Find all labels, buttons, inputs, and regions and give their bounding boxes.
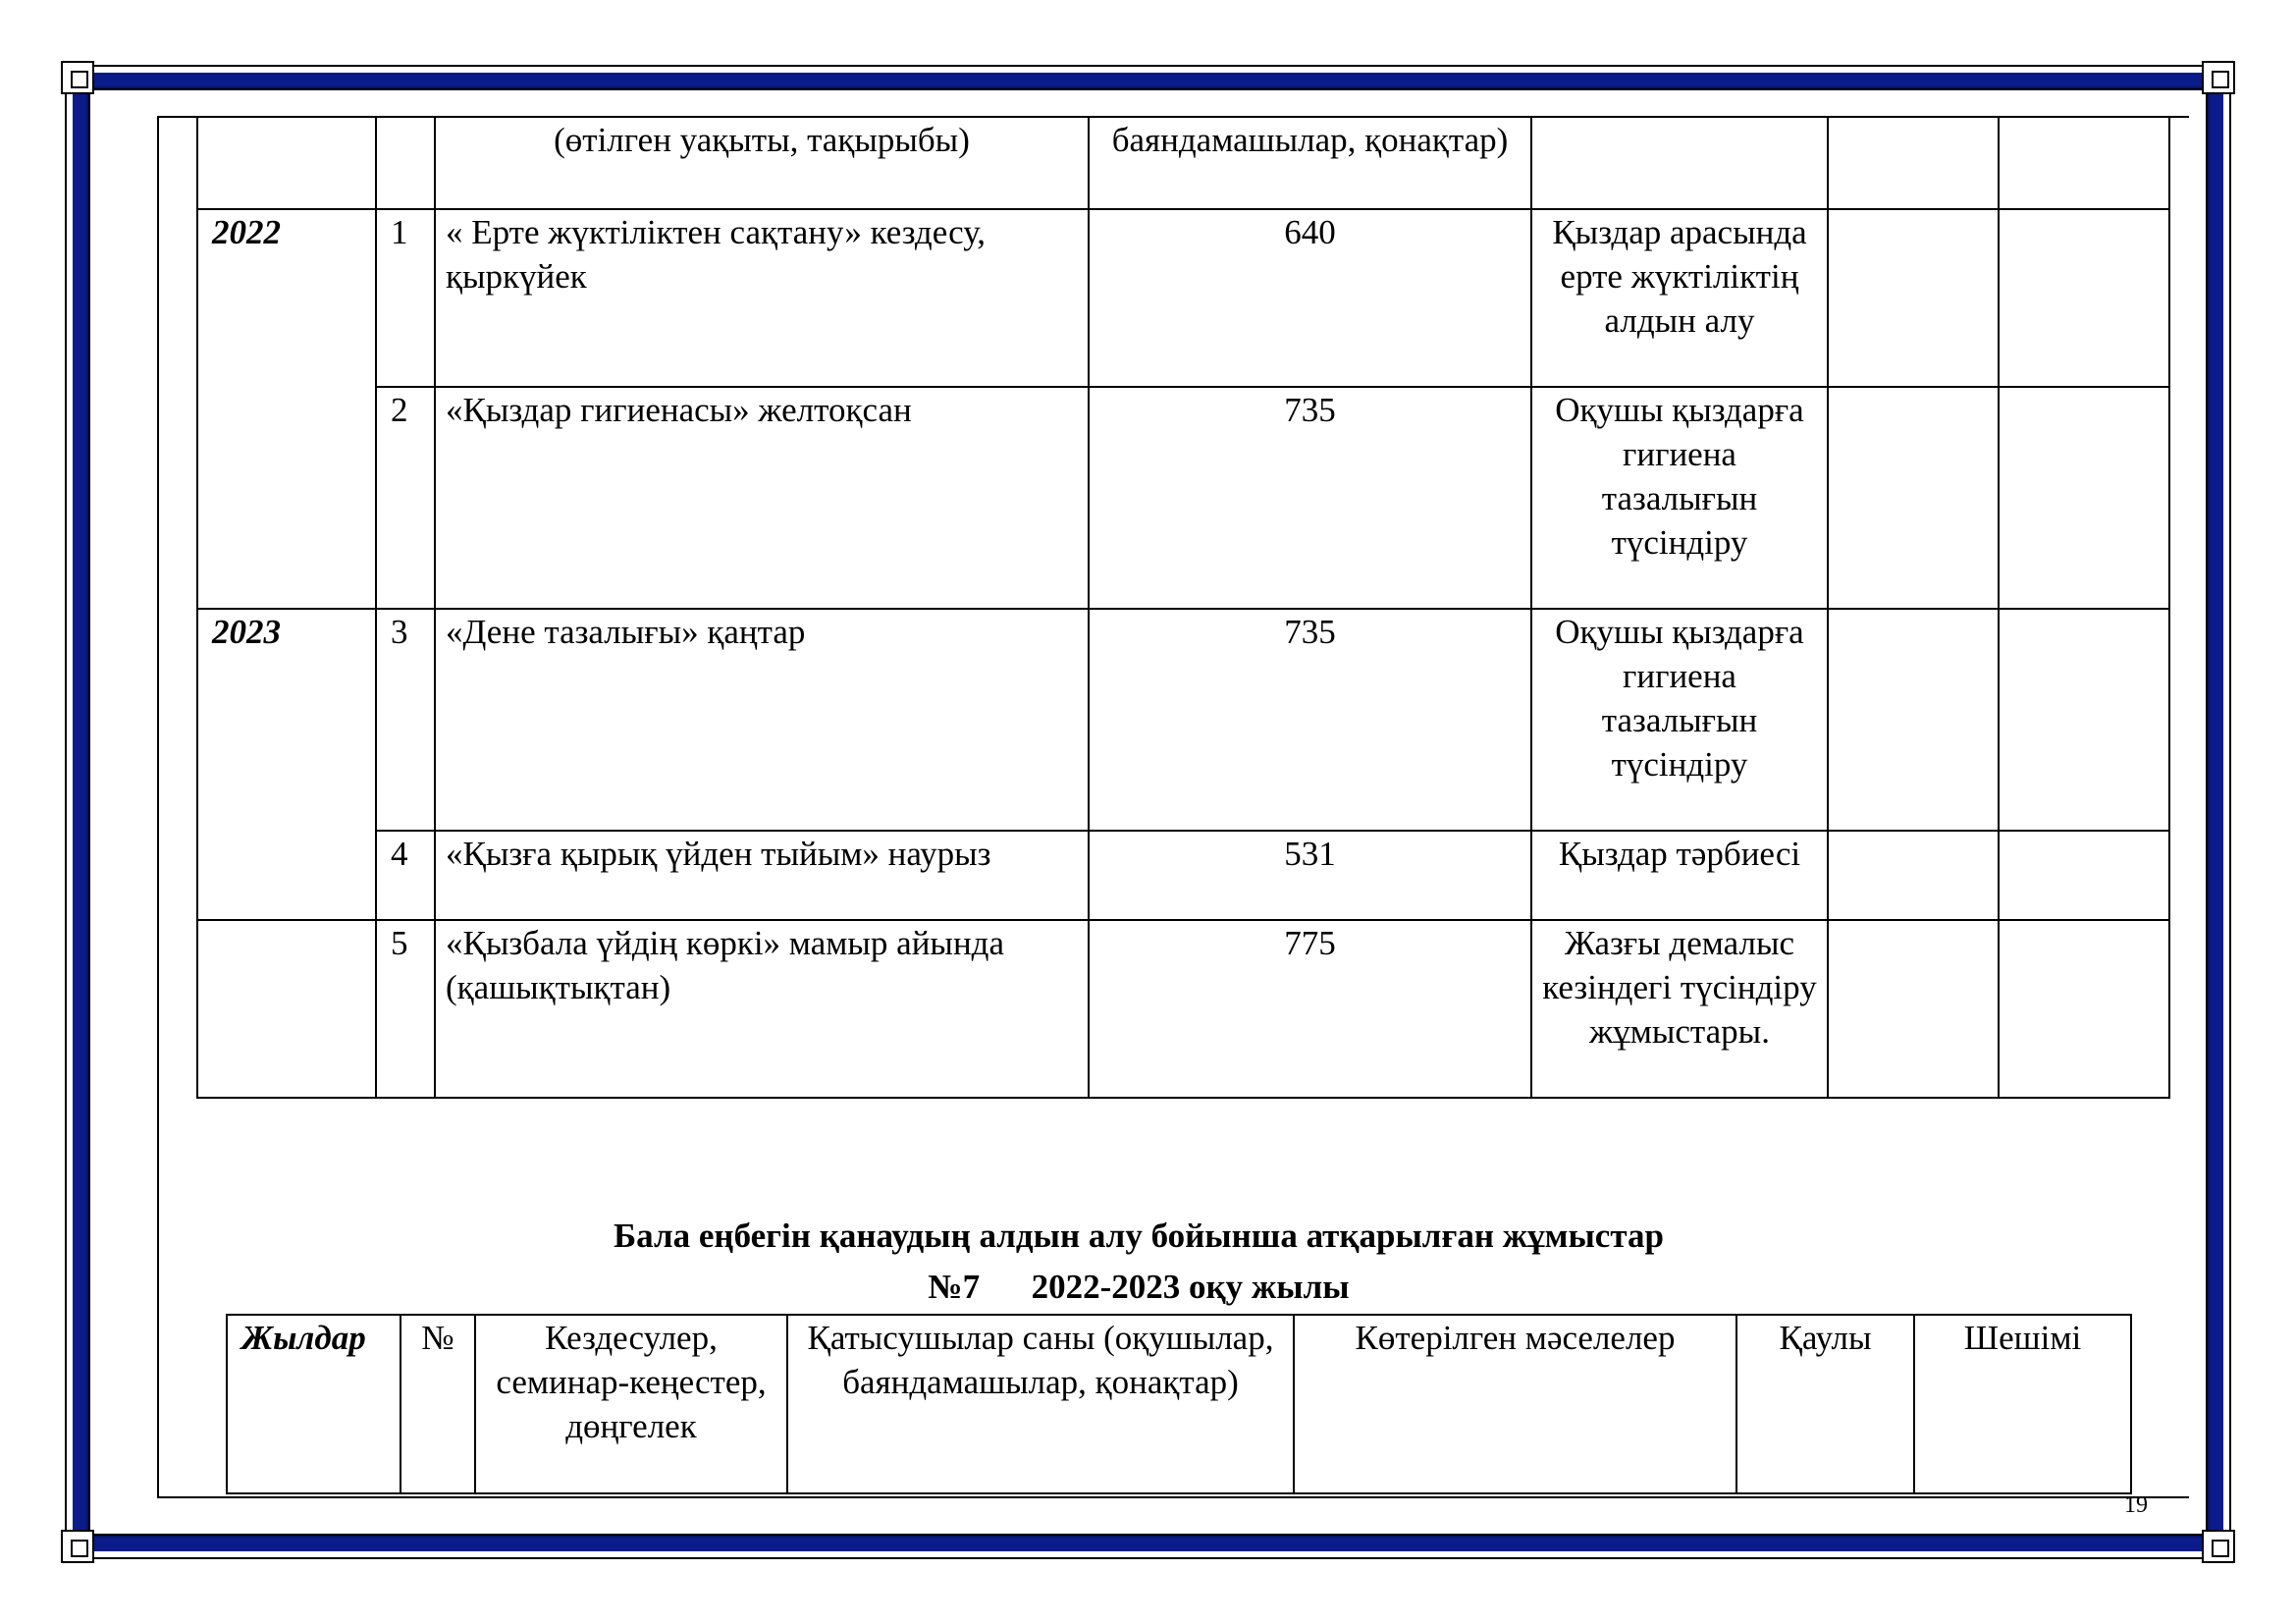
header-cell — [1999, 117, 2169, 209]
participants-cell: 735 — [1089, 609, 1531, 831]
event-cell: «Дене тазалығы» қаңтар — [435, 609, 1089, 831]
decision-cell — [1828, 387, 1999, 609]
section-subtitle: №7 2022-2023 оқу жылы — [928, 1268, 1350, 1306]
frame-corner-ornament — [2202, 61, 2235, 94]
frame-corner-ornament — [2202, 1530, 2235, 1563]
header-cell — [376, 117, 435, 209]
table-row — [197, 920, 2169, 1098]
header-cell: (өтілген уақыты, тақырыбы) — [435, 117, 1089, 209]
decision-cell — [1828, 920, 1999, 1098]
table-row — [197, 609, 2169, 831]
header-cell: баяндамашылар, қонақтар) — [1089, 117, 1531, 209]
participants-cell: 531 — [1089, 831, 1531, 920]
number-cell: 4 — [376, 831, 435, 920]
participants-cell: 735 — [1089, 387, 1531, 609]
solution-cell — [1999, 831, 2169, 920]
child-labor-table — [226, 1314, 2132, 1494]
issue-cell: Оқушы қыздарға гигиена тазалығын түсіндіру — [1531, 609, 1828, 831]
header-cell — [1531, 117, 1828, 209]
number-cell: 1 — [376, 209, 435, 387]
header-issues: Көтерілген мәселелер — [1294, 1315, 1736, 1493]
header-number: № — [400, 1315, 475, 1493]
participants-cell: 640 — [1089, 209, 1531, 387]
year-cell — [197, 831, 376, 920]
solution-cell — [1999, 609, 2169, 831]
year-cell: 2022 — [197, 209, 376, 387]
year-cell — [197, 387, 376, 609]
number-cell: 5 — [376, 920, 435, 1098]
page-number: 19 — [2124, 1498, 2148, 1512]
header-solution: Шешімі — [1914, 1315, 2131, 1493]
decision-cell — [1828, 609, 1999, 831]
solution-cell — [1999, 387, 2169, 609]
decision-cell — [1828, 209, 1999, 387]
header-cell — [1828, 117, 1999, 209]
frame-corner-ornament — [61, 61, 94, 94]
issue-cell: Жазғы демалыс кезіндегі түсіндіру жұмыстары. — [1531, 920, 1828, 1098]
issue-cell: Оқушы қыздарға гигиена тазалығын түсіндіру — [1531, 387, 1828, 609]
year-cell — [197, 920, 376, 1098]
number-cell: 3 — [376, 609, 435, 831]
table-row — [197, 831, 2169, 920]
event-cell: «Қызға қырық үйден тыйым» наурыз — [435, 831, 1089, 920]
margin-line-bottom — [157, 1496, 2189, 1498]
year-cell: 2023 — [197, 609, 376, 831]
table-header-continued — [197, 117, 2169, 209]
section-title: Бала еңбегін қанаудың алдын алу бойынша атқарылған жұмыстар — [614, 1217, 1664, 1255]
solution-cell — [1999, 209, 2169, 387]
event-cell: « Ерте жүктіліктен сақтану» кездесу, қыркүйек — [435, 209, 1089, 387]
header-participants: Қатысушылар саны (оқушылар, баяндамашылар, қонақтар) — [787, 1315, 1294, 1493]
issue-cell: Қыздар арасында ерте жүктіліктің алдын алу — [1531, 209, 1828, 387]
table-row — [197, 209, 2169, 387]
events-table — [196, 116, 2170, 1099]
table-row — [197, 387, 2169, 609]
number-cell: 2 — [376, 387, 435, 609]
header-decree: Қаулы — [1736, 1315, 1914, 1493]
participants-cell: 775 — [1089, 920, 1531, 1098]
header-events: Кездесулер, семинар-кеңестер, дөңгелек — [475, 1315, 787, 1493]
header-cell — [197, 117, 376, 209]
event-cell: «Қызбала үйдің көркі» мамыр айында (қашықтықтан) — [435, 920, 1089, 1098]
header-years: Жылдар — [227, 1315, 400, 1493]
issue-cell: Қыздар тәрбиесі — [1531, 831, 1828, 920]
solution-cell — [1999, 920, 2169, 1098]
frame-corner-ornament — [61, 1530, 94, 1563]
event-cell: «Қыздар гигиенасы» желтоқсан — [435, 387, 1089, 609]
table-header-row — [227, 1315, 2131, 1493]
decision-cell — [1828, 831, 1999, 920]
